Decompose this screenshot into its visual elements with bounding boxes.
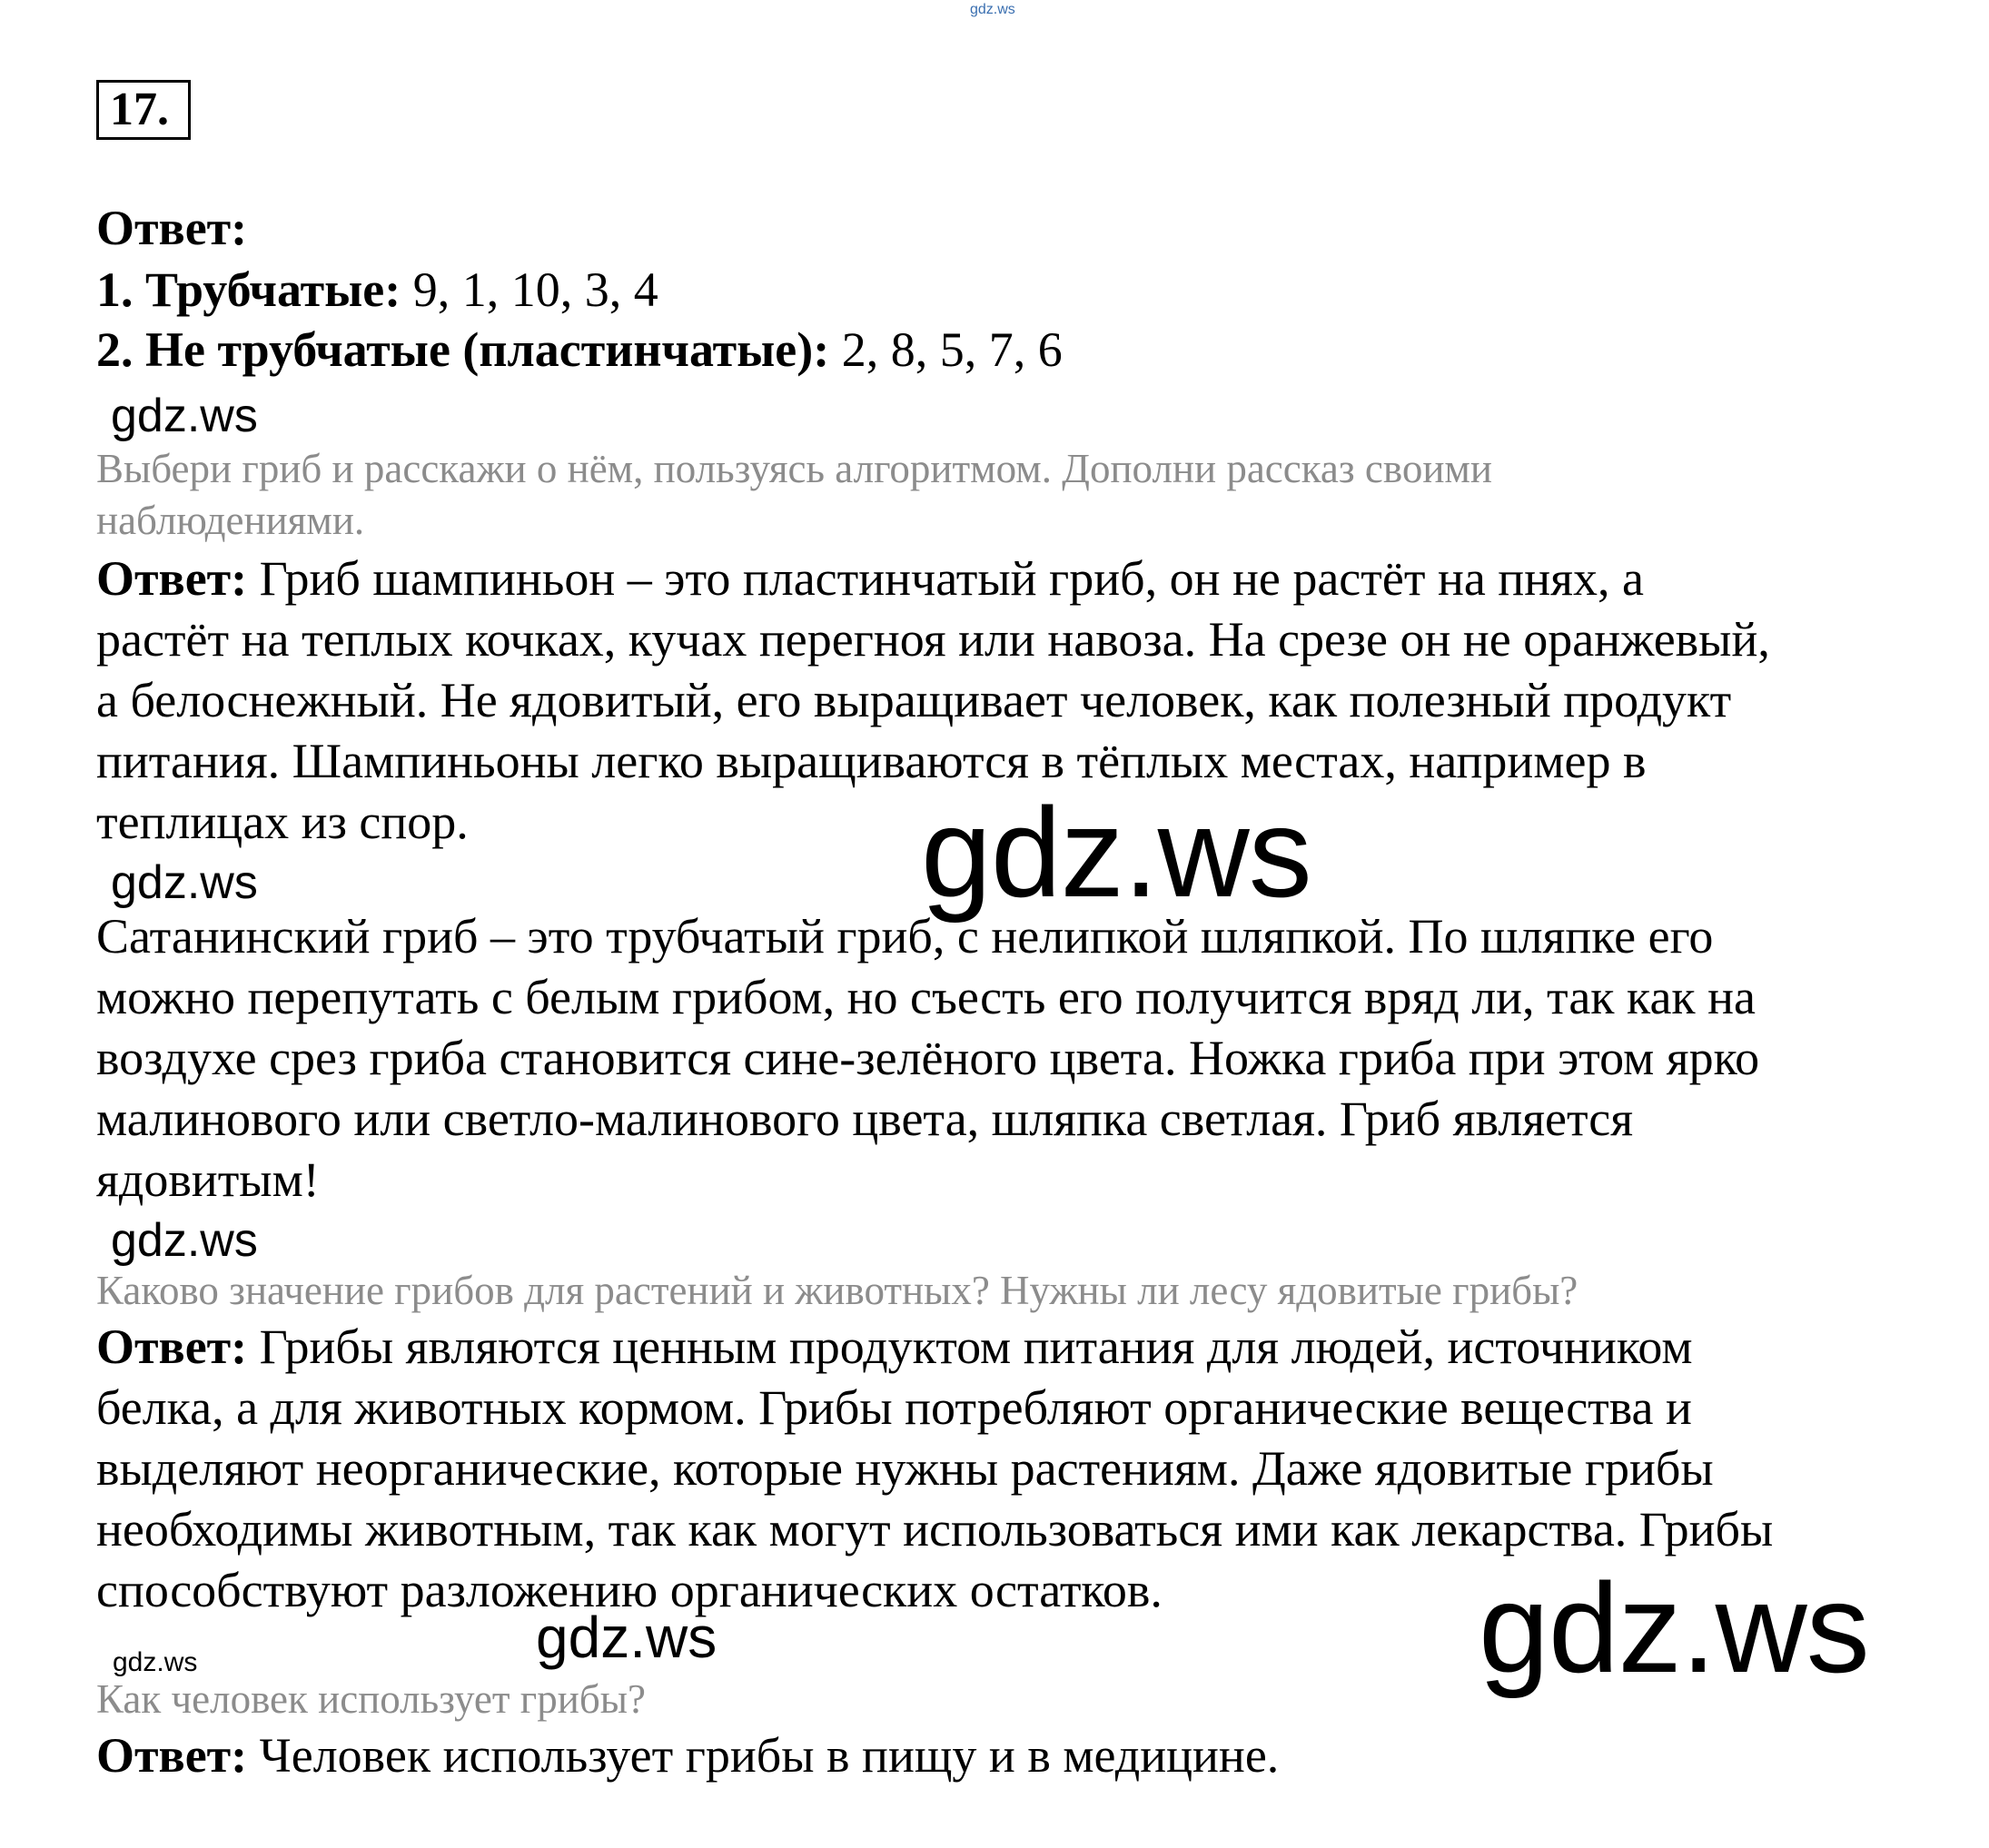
question-3: Как человек использует грибы? [96,1676,646,1722]
answer-label: Ответ: [96,201,248,255]
task-number: 17. [96,80,191,140]
answer-1-line-2: растёт на теплых кочках, кучах перегноя или навоза. На срезе он не оранжевый, [96,612,1770,667]
answer-2-line-1: Ответ: Грибы являются ценным продуктом питания для людей, источником [96,1319,1693,1374]
watermark-tiny: gdz.ws [113,1647,198,1677]
answer-1b-line-1: Сатанинский гриб – это трубчатый гриб, с нелипкой шляпкой. По шляпке его [96,909,1714,964]
question-1-line-1: Выбери гриб и расскажи о нём, пользуясь алгоритмом. Дополни рассказ своими [96,446,1492,491]
watermark-big-1: gdz.ws [921,781,1311,924]
list-item-lamellar: 2. Не трубчатые (пластинчатые): 2, 8, 5, 7, 6 [96,322,1063,377]
answer-1-line-4: питания. Шампиньоны легко выращиваются в тёплых местах, например в [96,734,1647,788]
answer-1b-line-4: малинового или светло-малинового цвета, шляпка светлая. Гриб является [96,1092,1634,1146]
answer-1b-line-2: можно перепутать с белым грибом, но съесть его получится вряд ли, так как на [96,970,1756,1024]
answer-1-line-1: Ответ: Гриб шампиньон – это пластинчатый гриб, он не растёт на пнях, а [96,551,1644,606]
answer-3: Ответ: Человек использует грибы в пищу и в медицине. [96,1728,1280,1783]
answer-1b-line-5: ядовитым! [96,1152,320,1207]
watermark-3: gdz.ws [111,1214,258,1267]
answer-1-line-5: теплицах из спор. [96,795,469,849]
answer-2-line-5: способствуют разложению органических остатков. [96,1563,1163,1617]
list-item-tubular: 1. Трубчатые: 9, 1, 10, 3, 4 [96,262,658,317]
answer-2-line-4: необходимы животным, так как могут использоваться ими как лекарства. Грибы [96,1502,1774,1556]
header-watermark: gdz.ws [970,2,1015,17]
question-2: Каково значение грибов для растений и животных? Нужны ли лесу ядовитые грибы? [96,1268,1578,1313]
watermark-4: gdz.ws [536,1605,717,1670]
watermark-big-2: gdz.ws [1479,1556,1869,1699]
answer-1b-line-3: воздухе срез гриба становится сине-зелёного цвета. Ножка гриба при этом ярко [96,1031,1760,1085]
answer-1-line-3: а белоснежный. Не ядовитый, его выращивает человек, как полезный продукт [96,673,1732,727]
answer-2-line-2: белка, а для животных кормом. Грибы потребляют органические вещества и [96,1380,1692,1435]
watermark-1: gdz.ws [111,390,258,442]
answer-2-line-3: выделяют неорганические, которые нужны растениям. Даже ядовитые грибы [96,1441,1714,1496]
watermark-2: gdz.ws [111,856,258,909]
question-1-line-2: наблюдениями. [96,498,365,543]
